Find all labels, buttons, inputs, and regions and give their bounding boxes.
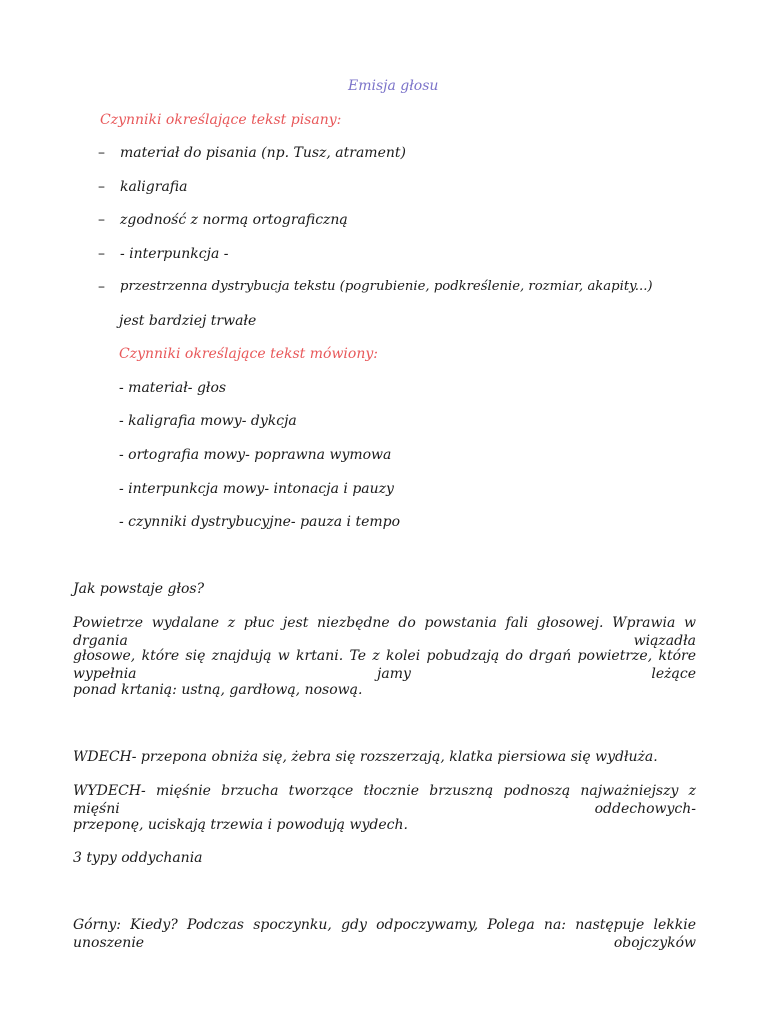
upper-breathing-text: Górny: Kiedy? Podczas spoczynku, gdy odpoczywamy, Polega na: następuje lekkie unoszenie obojczyków [73,917,696,951]
paragraph-line: ponad krtanią: ustną, gardłową, nosową. [73,682,363,698]
list-item: materiał do pisania (np. Tusz, atrament) [120,145,406,161]
list-item: - ortografia mowy- poprawna wymowa [119,447,392,463]
list-item: - kaligrafia mowy- dykcja [119,413,297,429]
list-dash: – [98,246,105,262]
list-item: - materiał- głos [119,380,227,396]
list-item: - czynniki dystrybucyjne- pauza i tempo [119,514,401,530]
paragraph-line: Powietrze wydalane z płuc jest niezbędne do powstania fali głosowej. Wprawia w drgania wiązadła [73,615,696,649]
list-item: kaligrafia [120,179,188,195]
paragraph-line: głosowe, które się znajdują w krtani. Te z kolei pobudzają do drgań powietrze, które wypełnia jamy leżące [73,648,696,682]
page-title: Emisja głosu [348,78,439,94]
section-question: Jak powstaje głos? [73,581,205,597]
written-heading: Czynniki określające tekst pisany: [100,112,342,128]
spoken-heading: Czynniki określające tekst mówiony: [119,346,378,362]
list-item: zgodność z normą ortograficzną [120,212,348,228]
written-note: jest bardziej trwałe [119,313,257,329]
list-item: - interpunkcja - [120,246,229,262]
exhale-text: przeponę, uciskają trzewia i powodują wydech. [73,817,408,833]
breathing-types-heading: 3 typy oddychania [73,850,203,866]
list-dash: – [98,212,105,228]
list-dash: – [98,145,105,161]
exhale-text: WYDECH- mięśnie brzucha tworzące tłocznie brzuszną podnoszą najważniejszy z mięśni oddechowych- [73,783,696,817]
list-dash: – [98,279,105,295]
list-dash: – [98,179,105,195]
inhale-text: WDECH- przepona obniża się, żebra się rozszerzają, klatka piersiowa się wydłuża. [73,749,658,765]
list-item: - interpunkcja mowy- intonacja i pauzy [119,481,394,497]
list-item: przestrzenna dystrybucja tekstu (pogrubienie, podkreślenie, rozmiar, akapity...) [120,279,653,294]
